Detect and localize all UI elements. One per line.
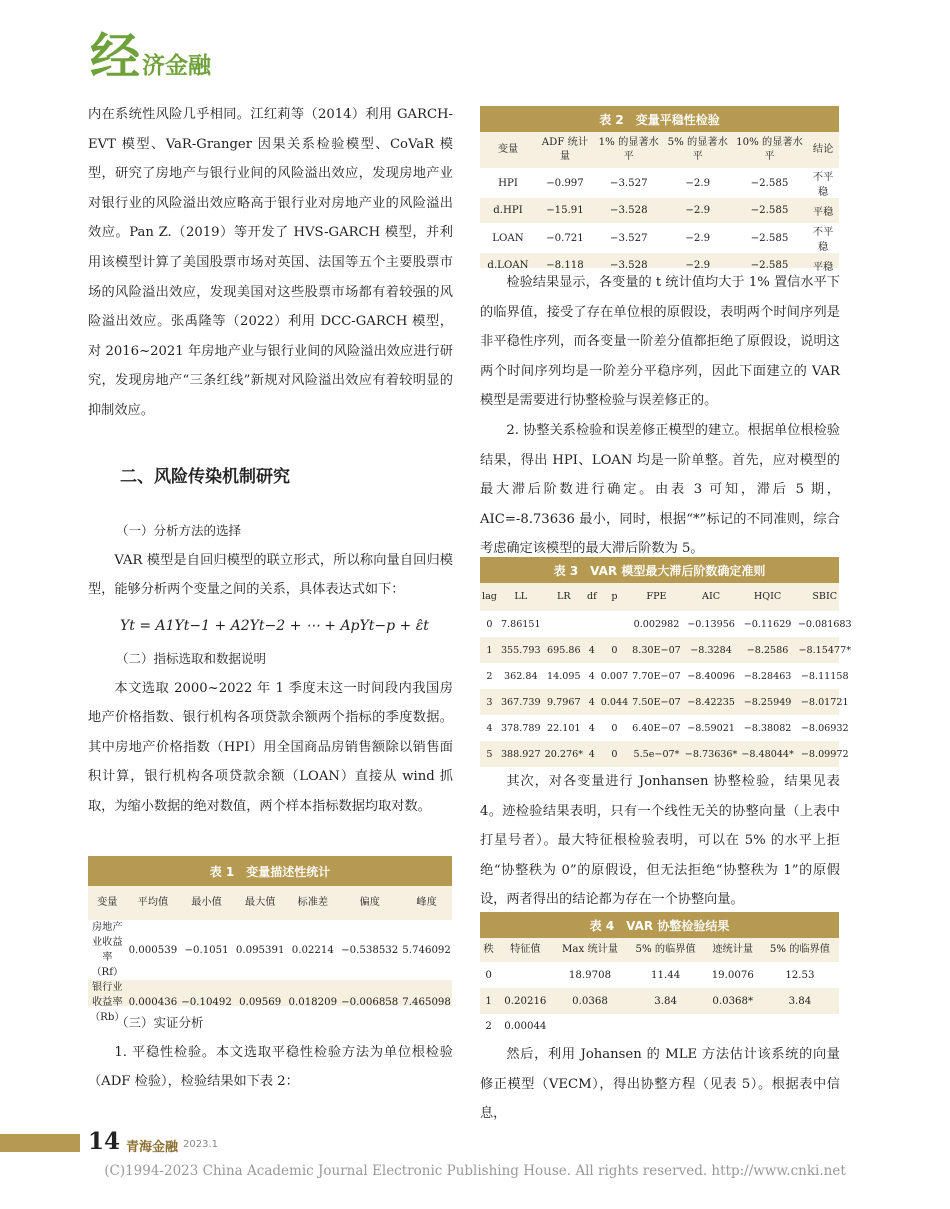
table-row: 0 7.86151 0.002982 −0.13956 −0.11629 −0.081683 [480, 611, 854, 637]
table-1-grid [88, 886, 453, 1025]
subheading-data: （二）指标选取和数据说明 [116, 651, 267, 666]
logo-small-text: 济金融 [142, 52, 211, 79]
table-row: 2 362.84 14.095 4 0.007 7.70E−07 −8.40096 −8.28463 −8.11158 [480, 663, 854, 689]
table-header-cell: 平均值 [137, 897, 169, 908]
empirical-paragraph: 1. 平稳性检验。本文选取平稳性检验方法为单位根检验（ADF 检验），检验结果如下表 2： [88, 1044, 453, 1090]
left-column-methods [88, 516, 453, 605]
table-row: 0 18.9708 11.44 19.0076 12.53 [480, 962, 839, 988]
section-title: 二、风险传染机制研究 [120, 467, 290, 487]
issue-number: 2023.1 [183, 1139, 218, 1150]
cointegration-paragraph: 2. 协整关系检验和误差修正模型的建立。根据单位根检验结果，得出 HPI、LOAN 均是一阶单整。首先，应对模型的最大滞后阶数进行确定。由表 3 可知，滞后 5 期，AIC=-8.73636 最小，同时，根据“*”标记的不同准则，综合考虑确定该模型的最大滞后阶数为 5。 [480, 422, 840, 557]
footer-accent-bar [0, 1134, 80, 1152]
table-2 [480, 106, 839, 273]
table-header-cell: 峰度 [416, 897, 437, 908]
logo-big-char: 经 [90, 28, 140, 86]
table-header-cell: 最大值 [244, 897, 276, 908]
method-paragraph: VAR 模型是自回归模型的联立形式，所以称向量自回归模型，能够分析两个变量之间的关系，具体表达式如下： [88, 552, 453, 598]
table-row: LOAN −0.721 −3.527 −2.9 −2.585 不平稳 [480, 223, 839, 253]
table-1-title: 表 1 变量描述性统计 [88, 856, 452, 886]
table-row: d.LOAN −8.118 −3.528 −2.9 −2.585 平稳 [487, 260, 834, 273]
left-column-empirical [88, 1008, 453, 1097]
page-number: 14 [88, 1128, 121, 1155]
vecm-paragraph: 然后，利用 Johansen 的 MLE 方法估计该系统的向量修正模型（VECM），得出协整方程（见表 5）。根据表中信息， [480, 1047, 840, 1122]
journal-name: 青海金融 [126, 1140, 179, 1155]
table-row: 3 367.739 9.7967 4 0.044 7.50E−07 −8.42235 −8.25949 −8.01721 [486, 696, 849, 708]
right-column-p3 [480, 767, 840, 915]
left-column-intro [88, 100, 453, 426]
table-row: HPI −0.997 −3.527 −2.9 −2.585 不平稳 [480, 168, 839, 198]
table-row: 房地产业收益率（Rf） 0.000539 −0.1051 0.095391 0.02214 −0.538532 5.746092 [88, 920, 453, 980]
table-row: 银行业收益率（Rb） 0.000436 −0.10492 0.09569 0.018209 −0.006858 7.465098 [90, 982, 451, 1023]
table-header-cell: 偏度 [359, 897, 380, 908]
copyright-notice: (C)1994-2023 China Academic Journal Electronic Publishing House. All rights reserved. http://www.cnki.net [104, 1163, 846, 1179]
result-paragraph: 检验结果显示，各变量的 t 统计值均大于 1% 置信水平下的临界值，接受了存在单位根的原假设，表明两个时间序列是非平稳性序列，而各变量一阶差分值都拒绝了原假设，说明这两个时间序列均是一阶差分平稳序列，因此下面建立的 VAR 模型是需要进行协整检验与误差修正的。 [480, 275, 840, 409]
table-row: 1 0.20216 0.0368 3.84 0.0368* 3.84 [485, 995, 812, 1007]
data-paragraph: 本文选取 2000~2022 年 1 季度末这一时间段内我国房地产价格指数、银行机构各项贷款余额两个指标的季度数据。其中房地产价格指数（HPI）用全国商品房销售额除以销售面积计算，银行机构各项贷款余额（LOAN）直接从 wind 抓取，为缩小数据的绝对数值，两个样本指标数据均取对数。 [88, 680, 453, 814]
table-3 [480, 557, 852, 767]
table-header-cell: 标准差 [297, 897, 329, 908]
table-row: 5 388.927 20.276* 4 0 5.5e−07* −8.73636* −8.48044* −8.09972 [486, 748, 849, 760]
table-3-title: 表 3 VAR 模型最大滞后阶数确定准则 [480, 557, 839, 583]
right-column-p1 [480, 268, 840, 564]
table-header-cell: 变量 [97, 897, 118, 908]
table-3-grid: lag LL LR df p FPE AIC HQIC SBIC 0 7.86151 0.002982 −0.13956 −0.11629 −0.081683 1 355.793 695.86 4 0 8.30E−07 −8.3284 −8.2586 −8.15477* 2 362.84 14.095 4 0.007 7.70E−07 −8.40096 −8.28463 −8.11158 3 367.739 9.7967 4 0.044 7.50E−07 −8.42235 −8.25949 −8.01721 4 378.789 22.101 4 0 6.40E−07 −8.59021 −8.38082 −8.06932 5 388.927 20.276* 4 0 5.5e−07* −8.73636* −8.48044* −8.09972 [480, 583, 854, 767]
journal-logo [90, 28, 211, 86]
table-2-title: 表 2 变量平稳性检验 [480, 106, 839, 132]
intro-paragraph: 内在系统性风险几乎相同。江红莉等（2014）利用 GARCH-EVT 模型、VaR-Granger 因果关系检验模型、CoVaR 模型，研究了房地产与银行业间的风险溢出效应，发现房地产业对银行业的风险溢出效应略高于银行业对房地产业的风险溢出效应。Pan Z.（2019）等开发了 HVS-GARCH 模型，并利用该模型计算了美国股票市场对英国、法国等五个主要股票市场的风险溢出效应，发现美国对这些股票市场都有着较强的风险溢出效应。张禹隆等（2022）利用 DCC-GARCH 模型，对 2016~2021 年房地产业与银行业间的风险溢出效应进行研究，发现房地产“三条红线”新规对风险溢出效应有着较明显的抑制效应。 [88, 107, 453, 418]
table-row: 4 378.789 22.101 4 0 6.40E−07 −8.59021 −8.38082 −8.06932 [480, 715, 854, 741]
table-header-cell: 最小值 [191, 897, 222, 908]
subheading-empirical: （三）实证分析 [116, 1015, 204, 1030]
right-column-p4 [480, 1040, 840, 1129]
johansen-paragraph: 其次，对各变量进行 Jonhansen 协整检验，结果见表 4。迹检验结果表明，只有一个线性无关的协整向量（上表中打星号者）。最大特征根检验表明，可以在 5% 的水平上拒绝“协整秩为 0”的原假设，但无法拒绝“协整秩为 1”的原假设，两者得出的结论都为存在一个协整向量。 [480, 774, 840, 908]
table-row: 2 0.00044 [480, 1014, 839, 1038]
subheading-method: （一）分析方法的选择 [116, 523, 242, 538]
var-formula: Yt = A1Yt−1 + A2Yt−2 + ⋯ + ApYt−p + ε̂t [120, 618, 429, 634]
table-4-title: 表 4 VAR 协整检验结果 [480, 912, 839, 938]
left-column-data [88, 644, 453, 822]
table-4-grid: 秩 特征值 Max 统计量 5% 的临界值 迹统计量 5% 的临界值 0 18.9708 11.44 19.0076 12.53 1 0.20216 0.0368 3.84 0.0368* 3.84 2 0.00044 [480, 938, 839, 1038]
table-row: 1 355.793 695.86 4 0 8.30E−07 −8.3284 −8.2586 −8.15477* [486, 644, 851, 656]
table-row: d.HPI −15.91 −3.528 −2.9 −2.585 平稳 [493, 205, 834, 218]
table-4 [480, 912, 839, 1038]
table-2-grid: 变量 ADF 统计量 1% 的显著水平 5% 的显著水平 10% 的显著水平 结论 HPI −0.997 −3.527 −2.9 −2.585 不平稳 d.HPI −15.91 −3.528 −2.9 −2.585 平稳 LOAN −0.721 −3.527 −2.9 −2.585 不平稳 d.LOAN −8.118 −3.528 −2.9 −2.585 平稳 [480, 132, 839, 278]
